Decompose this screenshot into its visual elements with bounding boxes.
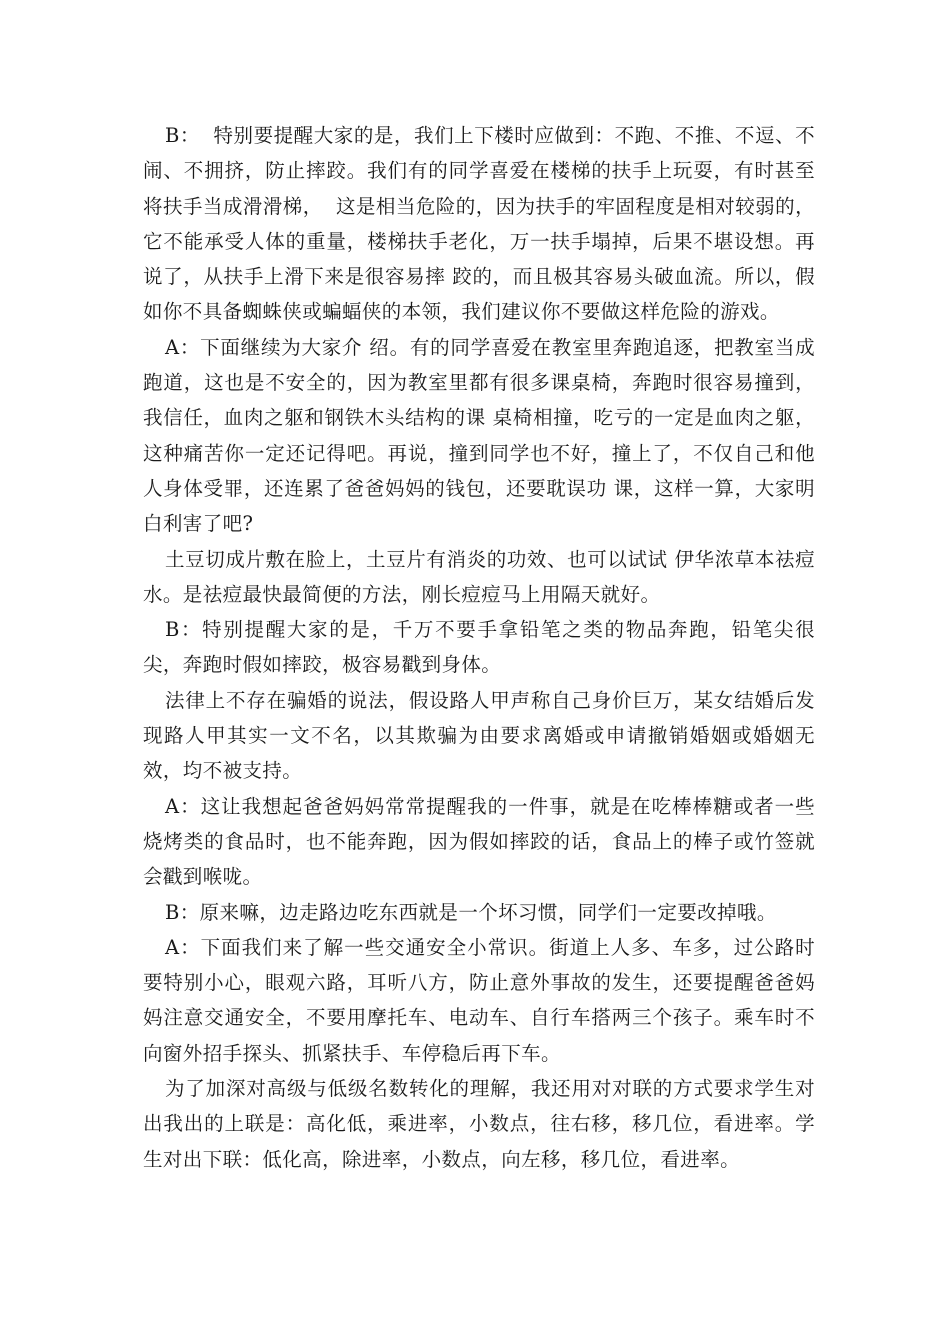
- paragraph-potato-tip: 土豆切成片敷在脸上，土豆片有消炎的功效、也可以试试 伊华浓草本祛痘水。是祛痘最快最简便的方法，刚长痘痘马上用隔天就好。: [143, 547, 815, 606]
- paragraph-unit-conversion: 为了加深对高级与低级名数转化的理解，我还用对对联的方式要求学生对出我出的上联是：高化低，乘进率，小数点，往右移，移几位，看进率。学生对出下联：低化高，除进率，小数点，向左移，移几位，看进率。: [143, 1077, 815, 1171]
- document-body: [143, 118, 815, 1177]
- paragraph-traffic-safety: A：下面我们来了解一些交通安全小常识。街道上人多、车多，过公路时要特别小心，眼观六路，耳听八方，防止意外事故的发生，还要提醒爸爸妈妈注意交通安全，不要用摩托车、电动车、自行车搭两三个孩子。乘车时不向窗外招手探头、抓紧扶手、车停稳后再下车。: [143, 935, 815, 1065]
- paragraph-bad-habit: B：原来嘛，边走路边吃东西就是一个坏习惯，同学们一定要改掉哦。: [165, 900, 777, 924]
- paragraph-stairs-safety: B： 特别要提醒大家的是，我们上下楼时应做到：不跑、不推、不逗、不闹、不拥挤，防止摔跤。我们有的同学喜爱在楼梯的扶手上玩耍，有时甚至将扶手当成滑滑梯， 这是相当危险的，因为扶手的牢固程度是相对较弱的，它不能承受人体的重量，楼梯扶手老化，万一扶手塌掉，后果不堪设想。再说了，从扶手上滑下来是很容易摔 跤的，而且极其容易头破血流。所以，假如你不具备蜘蛛侠或蝙蝠侠的本领，我们建议你不要做这样危险的游戏。: [143, 124, 815, 324]
- paragraph-marriage-law: 法律上不存在骗婚的说法，假设路人甲声称自己身价巨万，某女结婚后发现路人甲其实一文不名，以其欺骗为由要求离婚或申请撤销婚姻或婚姻无效，均不被支持。: [143, 688, 815, 783]
- paragraph-pencil-warning: B：特别提醒大家的是，千万不要手拿铅笔之类的物品奔跑，铅笔尖很尖，奔跑时假如摔跤，极容易戳到身体。: [143, 618, 815, 677]
- paragraph-classroom-running: A：下面继续为大家介 绍。有的同学喜爱在教室里奔跑追逐，把教室当成跑道，这也是不安全的，因为教室里都有很多课桌椅，奔跑时很容易撞到，我信任，血肉之躯和钢铁木头结构的课 桌椅相撞，吃亏的一定是血肉之躯，这种痛苦你一定还记得吧。再说，撞到同学也不好，撞上了，不仅自己和他人身体受罪，还连累了爸爸妈妈的钱包，还要耽误功 课，这样一算，大家明白利害了吧?: [143, 335, 815, 536]
- paragraph-lollipop-warning: A：这让我想起爸爸妈妈常常提醒我的一件事，就是在吃棒棒糖或者一些烧烤类的食品时，也不能奔跑，因为假如摔跤的话，食品上的棒子或竹签就会戳到喉咙。: [143, 794, 815, 889]
